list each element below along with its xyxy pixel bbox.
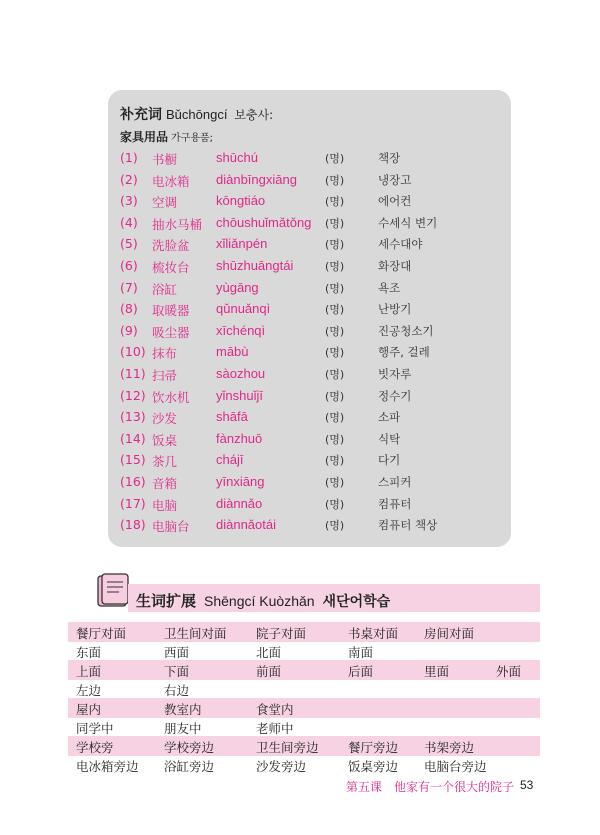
- extension-row: [68, 698, 540, 718]
- vocab-hanzi: 饭桌: [152, 432, 178, 448]
- extension-cell: 食堂内: [256, 702, 294, 717]
- vocab-number: (16): [120, 474, 146, 489]
- vocab-korean: 컴퓨터 책상: [378, 518, 438, 533]
- extension-cell: 房间对面: [424, 626, 475, 641]
- vocab-hanzi: 空调: [152, 195, 178, 211]
- vocab-hanzi: 音箱: [152, 476, 178, 491]
- extension-cell: 下面: [164, 664, 190, 679]
- vocab-pos: (명): [325, 195, 345, 209]
- vocab-korean: 냉장고: [378, 172, 412, 187]
- vocab-pos: (명): [325, 497, 345, 511]
- supplement-title: 补充词 Bǔchōngcí 보충사:: [120, 107, 274, 123]
- vocab-number: (6): [120, 258, 138, 273]
- extension-cell: 右边: [164, 683, 190, 698]
- extension-cell: 沙发旁边: [256, 759, 307, 774]
- extension-cell: 南面: [348, 645, 374, 660]
- vocab-pinyin: chájī: [216, 452, 244, 468]
- extension-cell: 电脑台旁边: [424, 759, 487, 774]
- vocab-korean: 소파: [378, 410, 401, 425]
- vocab-number: (15): [120, 452, 146, 468]
- vocab-korean: 책장: [378, 151, 401, 165]
- extension-cell: 书桌对面: [348, 626, 399, 641]
- vocab-number: (7): [120, 279, 138, 295]
- extension-cell: 卫生间对面: [164, 626, 227, 641]
- vocab-pos: (명): [325, 432, 345, 446]
- vocab-hanzi: 电脑台: [152, 519, 190, 535]
- vocab-pinyin: yǐnshuǐjī: [216, 387, 263, 403]
- vocab-hanzi: 取暖器: [152, 303, 190, 319]
- vocab-hanzi: 抽水马桶: [152, 216, 203, 232]
- extension-row: [68, 660, 540, 680]
- vocab-pinyin: diànnǎo: [216, 495, 263, 511]
- extension-row: [68, 755, 540, 775]
- vocab-korean: 수세식 변기: [378, 215, 438, 230]
- vocab-pos: (명): [325, 260, 345, 273]
- extension-row: [68, 641, 540, 661]
- vocab-hanzi: 电冰箱: [152, 173, 190, 189]
- vocab-korean: 에어컨: [378, 194, 412, 209]
- extension-cell: 浴缸旁边: [164, 759, 215, 774]
- vocab-hanzi: 洗脸盆: [152, 238, 190, 254]
- extension-row: [68, 622, 540, 642]
- extension-cell: 上面: [76, 664, 102, 679]
- vocab-korean: 진공청소기: [378, 323, 434, 338]
- vocab-pos: (명): [325, 519, 345, 533]
- vocab-number: (3): [120, 193, 138, 209]
- book-icon: [95, 572, 131, 610]
- vocab-korean: 빗자루: [378, 367, 412, 381]
- extension-row: [68, 717, 540, 737]
- vocab-pos: (명): [325, 238, 345, 252]
- vocab-pinyin: qǔnuǎnqì: [216, 301, 271, 317]
- vocab-pinyin: xīchénqì: [216, 322, 266, 338]
- vocab-pinyin: xǐliǎnpén: [216, 236, 268, 252]
- vocab-pinyin: sàozhou: [216, 366, 266, 381]
- extension-title: 生词扩展 Shēngcí Kuòzhǎn 새단어학습: [136, 592, 391, 610]
- vocab-korean: 욕조: [378, 280, 401, 295]
- vocab-pos: (명): [325, 389, 345, 403]
- extension-cell: 同学中: [76, 721, 114, 736]
- vocab-number: (4): [120, 214, 138, 230]
- extension-cell: 院子对面: [256, 626, 307, 641]
- vocab-hanzi: 饮水机: [152, 389, 190, 405]
- extension-cell: 东面: [76, 645, 102, 660]
- vocab-korean: 난방기: [378, 302, 412, 317]
- vocab-pinyin: fànzhuō: [216, 430, 263, 446]
- extension-cell: 外面: [496, 664, 522, 679]
- vocab-pinyin: diànnǎotái: [216, 517, 276, 533]
- extension-cell: 屋内: [76, 702, 102, 717]
- vocab-pos: (명): [325, 324, 345, 338]
- vocab-pinyin: shūchú: [216, 150, 258, 165]
- vocab-pos: (명): [325, 281, 345, 295]
- extension-cell: 餐厅对面: [76, 626, 127, 641]
- extension-cell: 北面: [256, 645, 282, 660]
- vocab-pinyin: mābù: [216, 344, 249, 360]
- vocab-pinyin: kōngtiáo: [216, 193, 266, 209]
- extension-cell: 左边: [76, 683, 102, 698]
- vocab-pos: (명): [325, 303, 345, 317]
- vocab-korean: 세수대야: [378, 237, 423, 252]
- extension-cell: 老师中: [256, 721, 294, 736]
- vocab-korean: 화장대: [378, 259, 412, 273]
- vocab-pinyin: shūzhuāngtái: [216, 258, 294, 273]
- vocab-pinyin: diànbīngxiāng: [216, 171, 297, 187]
- vocab-number: (2): [120, 171, 138, 187]
- vocab-hanzi: 书橱: [152, 152, 178, 167]
- vocab-korean: 다기: [378, 453, 401, 468]
- vocab-pinyin: shāfā: [216, 409, 248, 425]
- extension-cell: 朋友中: [164, 721, 202, 736]
- vocab-pos: (명): [325, 454, 345, 468]
- vocab-hanzi: 浴缸: [152, 281, 178, 297]
- extension-cell: 西面: [164, 645, 190, 660]
- vocab-pos: (명): [325, 216, 345, 230]
- vocab-pinyin: chōushuǐmǎtǒng: [216, 214, 312, 230]
- vocab-number: (11): [120, 366, 146, 381]
- extension-cell: 教室内: [164, 702, 202, 717]
- vocab-pos: (명): [325, 173, 345, 187]
- vocab-number: (9): [120, 322, 138, 338]
- vocab-pos: (명): [325, 411, 345, 425]
- extension-row: [68, 736, 540, 756]
- vocab-hanzi: 扫帚: [152, 368, 178, 383]
- vocab-pinyin: yùgāng: [216, 279, 259, 295]
- vocab-korean: 식탁: [378, 431, 401, 446]
- vocab-hanzi: 抹布: [152, 346, 178, 362]
- vocab-hanzi: 电脑: [152, 497, 178, 513]
- vocab-pos: (명): [325, 476, 345, 489]
- extension-cell: 学校旁边: [164, 740, 215, 755]
- extension-row: [68, 679, 540, 699]
- extension-cell: 饭桌旁边: [348, 759, 399, 774]
- vocab-number: (1): [120, 150, 138, 165]
- vocab-pos: (명): [325, 152, 345, 165]
- vocab-hanzi: 茶几: [152, 454, 178, 470]
- vocab-korean: 컴퓨터: [378, 496, 412, 511]
- extension-cell: 电冰箱旁边: [76, 759, 139, 774]
- vocab-number: (5): [120, 236, 138, 252]
- extension-cell: 卫生间旁边: [256, 740, 319, 755]
- vocab-number: (12): [120, 387, 146, 403]
- vocab-korean: 정수기: [378, 388, 412, 403]
- vocab-number: (8): [120, 301, 138, 317]
- vocab-hanzi: 梳妆台: [152, 260, 190, 275]
- vocab-pinyin: yīnxiāng: [216, 474, 265, 489]
- extension-cell: 里面: [424, 664, 450, 679]
- vocab-number: (14): [120, 430, 146, 446]
- vocab-hanzi: 沙发: [152, 411, 178, 427]
- vocab-korean: 행주, 걸레: [378, 345, 430, 360]
- supplement-subtitle: 家具用品 가구용품;: [120, 130, 214, 144]
- vocab-korean: 스피커: [378, 475, 412, 489]
- vocab-number: (13): [120, 409, 146, 425]
- vocab-hanzi: 吸尘器: [152, 324, 190, 340]
- page-number: 53: [520, 778, 534, 792]
- extension-cell: 学校旁: [76, 740, 114, 755]
- extension-cell: 书架旁边: [424, 740, 475, 755]
- lesson-title: 第五课 他家有一个很大的院子: [346, 780, 515, 794]
- extension-cell: 餐厅旁边: [348, 740, 399, 755]
- vocab-number: (10): [120, 344, 146, 360]
- vocab-pos: (명): [325, 368, 345, 381]
- vocab-number: (18): [120, 517, 146, 533]
- vocab-number: (17): [120, 495, 146, 511]
- vocab-pos: (명): [325, 346, 345, 360]
- extension-cell: 后面: [348, 664, 374, 679]
- extension-cell: 前面: [256, 664, 282, 679]
